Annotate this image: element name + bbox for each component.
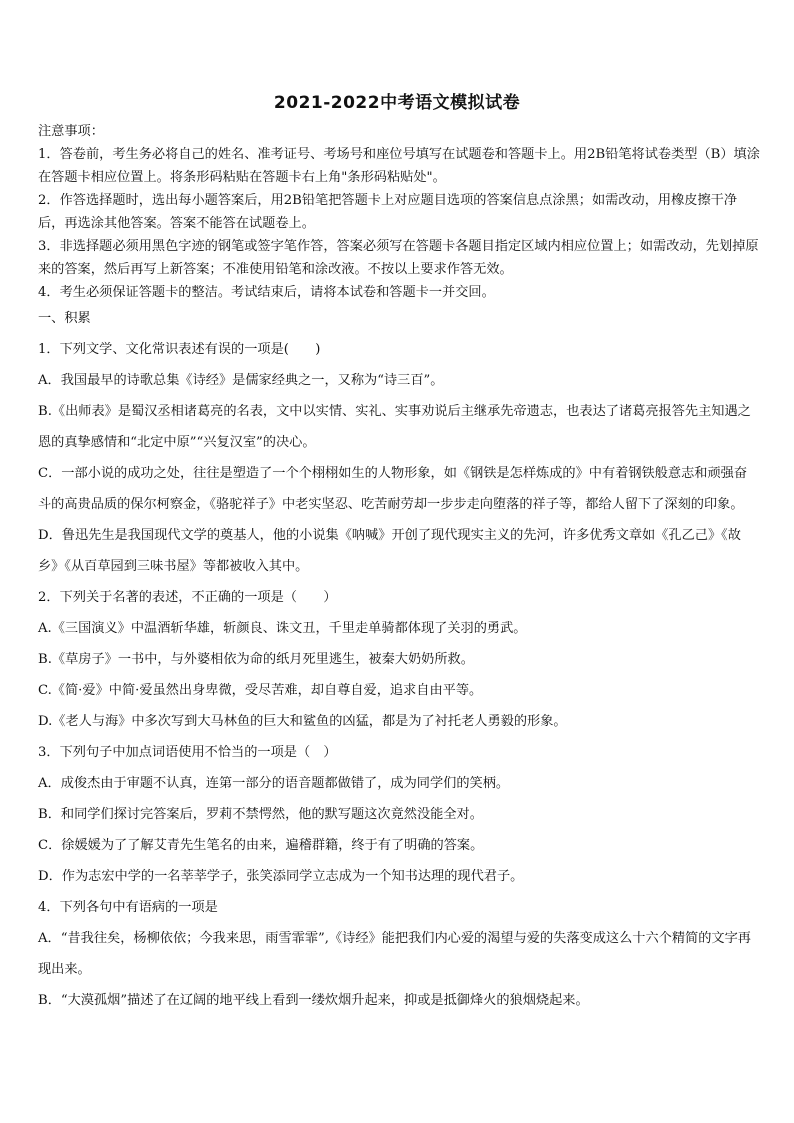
section-heading: 一、积累 [38,311,91,326]
question-option: B．“大漠孤烟”描述了在辽阔的地平线上看到一缕炊烟升起来，抑或是抵御烽火的狼烟烧起来。 [38,993,589,1008]
notice-heading: 注意事项： [38,124,104,139]
question-option: D.《老人与海》中多次写到大马林鱼的巨大和鲨鱼的凶猛，都是为了衬托老人勇毅的形象。 [38,714,567,729]
question-stem: 3．下列句子中加点词语使用不恰当的一项是（ ） [38,745,337,760]
question-option: B.《出师表》是蜀汉丞相诸葛亮的名表，文中以实情、实礼、实事劝说后主继承先帝遗志，也表达了诸葛亮报答先主知遇之恩的真挚感情和“北定中原”“兴复汉室”的决心。 [38,404,751,450]
notice-block [38,120,760,304]
question-option: A．成俊杰由于审题不认真，连第一部分的语音题都做错了，成为同学们的笑柄。 [38,776,510,791]
section-accumulation [38,303,760,1016]
notice-item: 1．答卷前，考生务必将自己的姓名、准考证号、考场号和座位号填写在试题卷和答题卡上。用2B铅笔将试卷类型（B）填涂在答题卡相应位置上。将条形码粘贴在答题卡右上角"条形码粘贴处"。 [38,147,760,185]
question-option: D．作为志宏中学的一名莘莘学子，张笑添同学立志成为一个知书达理的现代君子。 [38,869,524,884]
notice-item: 2．作答选择题时，选出每小题答案后，用2B铅笔把答题卡上对应题目选项的答案信息点涂黑；如需改动，用橡皮擦干净后，再选涂其他答案。答案不能答在试题卷上。 [38,193,738,231]
question-option: A．我国最早的诗歌总集《诗经》是儒家经典之一，又称为“诗三百”。 [38,373,444,388]
question-option: D．鲁迅先生是我国现代文学的奠基人，他的小说集《呐喊》开创了现代现实主义的先河，许多优秀文章如《孔乙己》《故乡》《从百草园到三味书屋》等都被收入其中。 [38,528,741,574]
page-title: 2021-2022中考语文模拟试卷 [273,93,521,113]
question-stem: 2．下列关于名著的表述，不正确的一项是（ ） [38,590,337,605]
question-option: A．“昔我往矣，杨柳依依；今我来思，雨雪霏霏”,《诗经》能把我们内心爱的渴望与爱的失落变成这么十六个精简的文字再现出来。 [38,931,751,977]
question-stem: 4．下列各句中有语病的一项是 [38,900,218,915]
question-option: C．一部小说的成功之处，往往是塑造了一个个栩栩如生的人物形象，如《钢铁是怎样炼成的》中有着钢铁般意志和顽强奋斗的高贵品质的保尔柯察金，《骆驼祥子》中老实坚忍、吃苦耐劳却一步步走向堕落的祥子等，都给人留下了深刻的印象。 [38,466,748,512]
question-option: B.《草房子》一书中，与外婆相依为命的纸月死里逃生，被秦大奶奶所救。 [38,652,474,667]
question-option: B．和同学们探讨完答案后，罗莉不禁愕然，他的默写题这次竟然没能全对。 [38,807,483,822]
question-option: A.《三国演义》中温酒斩华雄，斩颜良、诛文丑，千里走单骑都体现了关羽的勇武。 [38,621,527,636]
notice-item: 3．非选择题必须用黑色字迹的钢笔或签字笔作答，答案必须写在答题卡各题目指定区域内相应位置上；如需改动，先划掉原来的答案，然后再写上新答案；不准使用铅笔和涂改液。不按以上要求作答无效。 [38,239,759,277]
question-option: C．徐媛媛为了了解艾青先生笔名的由来，遍稽群籍，终于有了明确的答案。 [38,838,484,853]
question-option: C.《简·爱》中简·爱虽然出身卑微，受尽苦难，却自尊自爱，追求自由平等。 [38,683,483,698]
question-stem: 1．下列文学、文化常识表述有误的一项是( ) [38,342,321,357]
notice-item: 4．考生必须保证答题卡的整洁。考试结束后，请将本试卷和答题卡一并交回。 [38,285,495,300]
